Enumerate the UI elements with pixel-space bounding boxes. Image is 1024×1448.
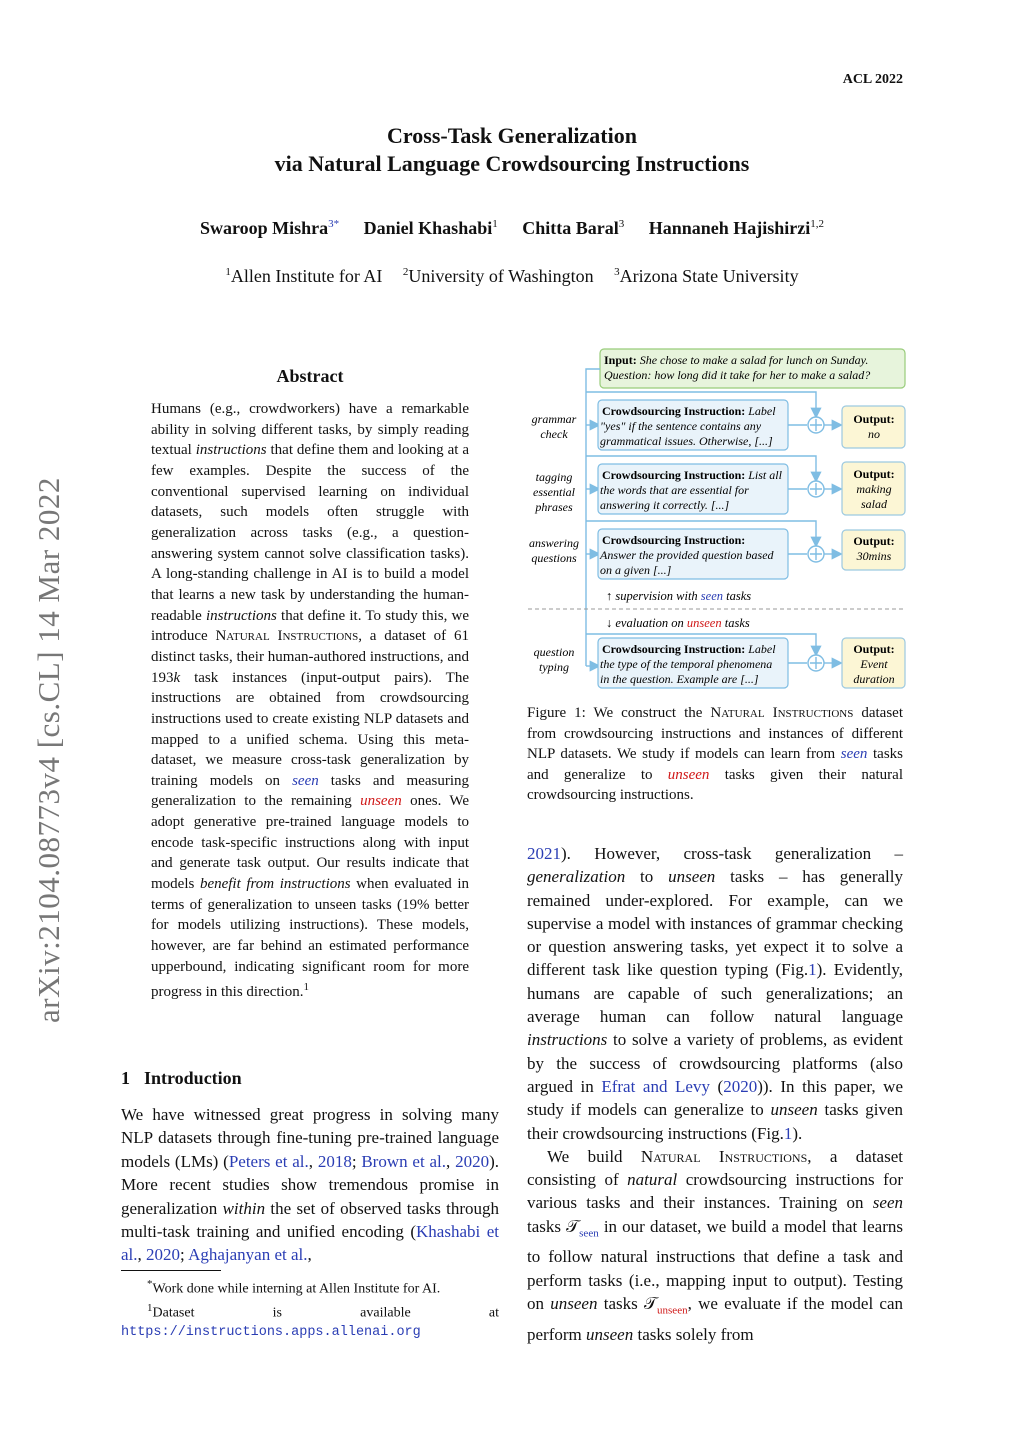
task-4-label-a: question <box>533 645 575 659</box>
citation-brown[interactable]: Brown et al. <box>361 1151 447 1171</box>
task-3-instruction-line-3: on a given [...] <box>600 563 672 577</box>
task-1-instruction-line-3: grammatical issues. Otherwise, [...] <box>600 434 773 448</box>
affiliation-3: $^3$Arizona State University <box>614 266 799 286</box>
unseen-term: unseen <box>360 793 402 810</box>
figure-1-caption: Figure 1: We construct the Natural Instructions dataset from crowdsourcing instructions and instances of different NLP datasets. We study if models can learn from seen tasks and generalize to unseen tasks given their natural crowdsourcing instructions. <box>527 705 903 803</box>
task-1-instruction-line-1: Crowdsourcing Instruction: Label <box>602 404 776 418</box>
task-3-instruction-line-2: Answer the provided question based <box>600 548 774 562</box>
task-2-label-c: phrases <box>535 500 573 514</box>
citation-peters[interactable]: Peters et al. <box>228 1151 309 1171</box>
citation-khashabi-year[interactable]: 2020 <box>146 1245 181 1265</box>
task-3-output-value: 30mins <box>856 549 892 563</box>
intro-paragraph: We have witnessed great progress in solving many NLP datasets through fine-tuning pre-trained language models (LMs) (Peters et al., 2018; Brown et al., 2020). More recent studies show tremendous promise in generalization within the set of observed tasks through multi-task training and unified encoding (Khashabi et al., 2020; Aghajanyan et al., <box>121 1105 499 1265</box>
task-3-label-a: answering <box>528 536 580 550</box>
task-1-label-b: check <box>540 427 568 441</box>
task-2-instruction-line-3: answering it correctly. [...] <box>600 498 730 512</box>
supervision-label: ↑ supervision with seen tasks <box>606 589 752 603</box>
affiliation-2: $^2$University of Washington <box>402 266 594 286</box>
seen-term: seen <box>292 772 319 789</box>
footnotes <box>121 1275 499 1342</box>
footnote-ref-1[interactable]: 1 <box>303 981 309 994</box>
task-4-label-b: typing <box>539 660 569 674</box>
citation-aghajanyan[interactable]: Aghajanyan et al. <box>188 1245 308 1265</box>
affiliation-1: $^1$Allen Institute for AI <box>225 266 383 286</box>
abstract-text: Humans (e.g., crowdworkers) have a remarkable ability in solving different tasks, by simply reading textual instructions that define them and looking at a few examples. Despite the success of the conventional supervised learning on individual datasets, such models often struggle with generalization across tasks (e.g., a question-answering system cannot solve classification tasks). A long-standing challenge in AI is to build a model that learns a new task by understanding the human-readable instructions that define it. To study this, we introduce Natural Instructions, a dataset of 61 distinct tasks, their human-authored instructions, and 193k task instances (input-output pairs). The instructions are obtained from crowdsourcing instructions used to create existing NLP datasets and mapped to a unified schema. Using this meta-dataset, we measure cross-task generalization by training models on seen tasks and measuring generalization to the remaining unseen ones. We adopt generative pre-trained language models to encode task-specific instructions along with input and generate task output. Our results indicate that models benefit from instructions when evaluated in terms of generalization to unseen tasks (19% better for models utilizing instructions). These models, however, are far behind an estimated performance upperbound, indicating significant room for more progress in this direction.$^1$ <box>151 401 470 1001</box>
footnote-1: *Work done while interning at Allen Institute for AI. <box>147 1278 441 1297</box>
right-paragraph-1: 2021). However, cross-task generalization – generalization to unseen tasks – has generally remained under-explored. For example, can we supervise a model with instances of grammar checking or question answering tasks, yet expect it to solve a different task like question typing (Fig.1). Evidently, humans are capable of such generalizations; an average human can follow natural language instructions to solve a variety of problems, as evident by the success of crowdsourcing platforms (also argued in Efrat and Levy (2020)). In this paper, we study if models can generalize to unseen tasks given their crowdsourcing instructions (Fig.1). <box>527 844 904 1143</box>
author-list <box>0 218 1024 239</box>
dataset-url-link[interactable]: https://instructions.apps.allenai.org <box>121 1325 421 1341</box>
abstract-heading: Abstract <box>276 366 344 386</box>
right-paragraph-2: We build Natural Instructions, a dataset consisting of natural crowdsourcing instructions for various tasks and their instances. Training on seen tasks 𝒯$_{seen}$ in our dataset, we build a model that learns to follow natural instructions that define a task and perform tasks (i.e., mapping input to output). Testing on unseen tasks 𝒯$_{unseen}$, we evaluate if the model can perform unseen tasks solely from <box>527 1146 904 1344</box>
task-3-instruction-line-1: Crowdsourcing Instruction: <box>602 533 746 547</box>
task-4-instruction-line-1: Crowdsourcing Instruction: Label <box>602 642 776 656</box>
task-1-label-a: grammar <box>531 412 577 426</box>
task-3-output-head: Output: <box>853 534 895 548</box>
footnote-2: $^1$Dataset is available at https://instructions.apps.allenai.org <box>121 1301 499 1341</box>
figure-ref-1[interactable]: 1 <box>808 960 817 980</box>
arxiv-stamp: arXiv:2104.08773v4 [cs.CL] 14 Mar 2022 <box>31 477 66 1023</box>
task-1-output-head: Output: <box>853 412 895 426</box>
task-4-output-value-1: Event <box>860 657 888 671</box>
task-4-output-head: Output: <box>853 642 895 656</box>
figure-ref-1b[interactable]: 1 <box>783 1123 793 1143</box>
task-1-instruction-line-2: "yes" if the sentence contains any <box>600 419 762 433</box>
task-2-label-a: tagging <box>535 470 573 484</box>
title-line-1: Cross-Task Generalization <box>387 123 637 148</box>
paper-title <box>0 122 1024 178</box>
citation-efrat-levy[interactable]: Efrat and Levy <box>601 1076 710 1096</box>
task-2-instruction-line-2: the words that are essential for <box>600 483 749 497</box>
intro-heading: 1 Introduction <box>121 1068 242 1088</box>
author-3: Chitta Baral$^3$ <box>522 218 625 238</box>
citation-aghajanyan-year[interactable]: 2021 <box>527 844 561 863</box>
task-2-output-head: Output: <box>853 467 895 481</box>
author-4: Hannaneh Hajishirzi$^{1,2}$ <box>648 218 824 238</box>
task-2-output-value-2: salad <box>860 497 888 511</box>
task-2-output-value-1: making <box>856 482 892 496</box>
citation-efrat-levy-year[interactable]: 2020 <box>723 1076 758 1096</box>
input-text-line-2: Question: how long did it take for her to make a salad? <box>604 368 871 382</box>
task-4-instruction-line-3: in the question. Example are [...] <box>600 672 759 686</box>
citation-peters-year[interactable]: 2018 <box>317 1151 352 1171</box>
author-1: Swaroop Mishra$^{3*}$ <box>199 218 340 238</box>
evaluation-label: ↓ evaluation on unseen tasks <box>606 616 750 630</box>
task-2-instruction-line-1: Crowdsourcing Instruction: List all <box>602 468 782 482</box>
task-4-output-value-2: duration <box>853 672 895 686</box>
right-column-body <box>527 842 903 1346</box>
task-4-instruction-line-2: the type of the temporal phenomena <box>600 657 773 671</box>
input-text-line-1: Input: She chose to make a salad for lunch on Sunday. <box>604 353 869 367</box>
caption-seen-term: seen <box>840 746 868 762</box>
task-3-label-b: questions <box>531 551 577 565</box>
affiliation-list <box>0 266 1024 287</box>
title-line-2: via Natural Language Crowdsourcing Instructions <box>274 151 750 176</box>
task-2-label-b: essential <box>533 485 575 499</box>
task-1-output-value: no <box>868 427 880 441</box>
author-2: Daniel Khashabi$^1$ <box>363 218 498 238</box>
figure-1-diagram <box>524 344 910 694</box>
citation-khashabi[interactable]: Khashabi et al. <box>121 1222 499 1265</box>
citation-brown-year[interactable]: 2020 <box>455 1151 490 1171</box>
caption-unseen-term: unseen <box>667 766 710 783</box>
venue-label: ACL 2022 <box>842 72 903 87</box>
footnote-divider <box>121 1270 221 1271</box>
